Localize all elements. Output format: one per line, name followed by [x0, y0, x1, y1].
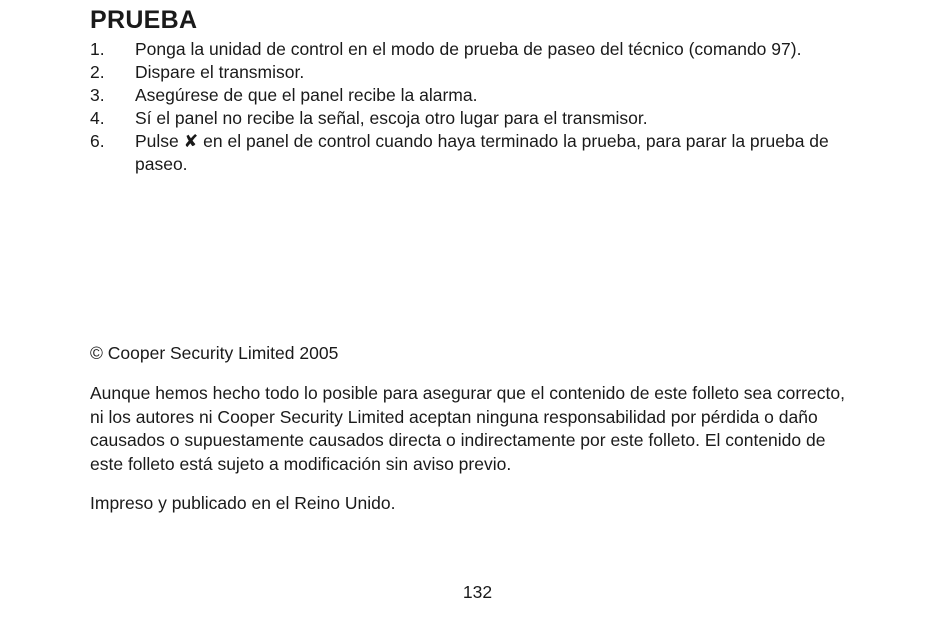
list-item	[90, 107, 850, 130]
step-number: 4.	[90, 108, 105, 128]
step-text: Asegúrese de que el panel recibe la alarma.	[135, 85, 478, 105]
list-item	[90, 61, 850, 84]
section-heading: PRUEBA	[90, 6, 198, 34]
step-number: 1.	[90, 39, 105, 59]
list-item	[90, 84, 850, 107]
step-text: Dispare el transmisor.	[135, 62, 305, 82]
step-number: 3.	[90, 85, 105, 105]
copyright-notice: © Cooper Security Limited 2005	[90, 343, 339, 363]
step-text: Sí el panel no recibe la señal, escoja otro lugar para el transmisor.	[135, 108, 648, 128]
cross-key-icon: ✘	[183, 131, 199, 151]
step-text-before: Pulse	[135, 131, 184, 151]
page-number: 132	[462, 582, 493, 602]
list-item	[90, 130, 850, 176]
step-text-after: en el panel de control cuando haya terminado la prueba, para parar la prueba de paseo.	[135, 131, 829, 174]
printed-notice: Impreso y publicado en el Reino Unido.	[90, 493, 396, 513]
step-number: 2.	[90, 62, 105, 82]
list-item	[90, 38, 850, 61]
step-number: 6.	[90, 131, 105, 151]
step-text: Ponga la unidad de control en el modo de prueba de paseo del técnico (comando 97).	[135, 39, 802, 59]
disclaimer-paragraph: Aunque hemos hecho todo lo posible para asegurar que el contenido de este folleto sea correcto, ni los autores ni Cooper Security Limited aceptan ninguna responsabilidad por pérdida o daño causados o supuestamente causados directa o indirectamente por este folleto. El contenido de este folleto está sujeto a modificación sin aviso previo.	[90, 383, 845, 474]
test-steps-list	[90, 38, 850, 176]
